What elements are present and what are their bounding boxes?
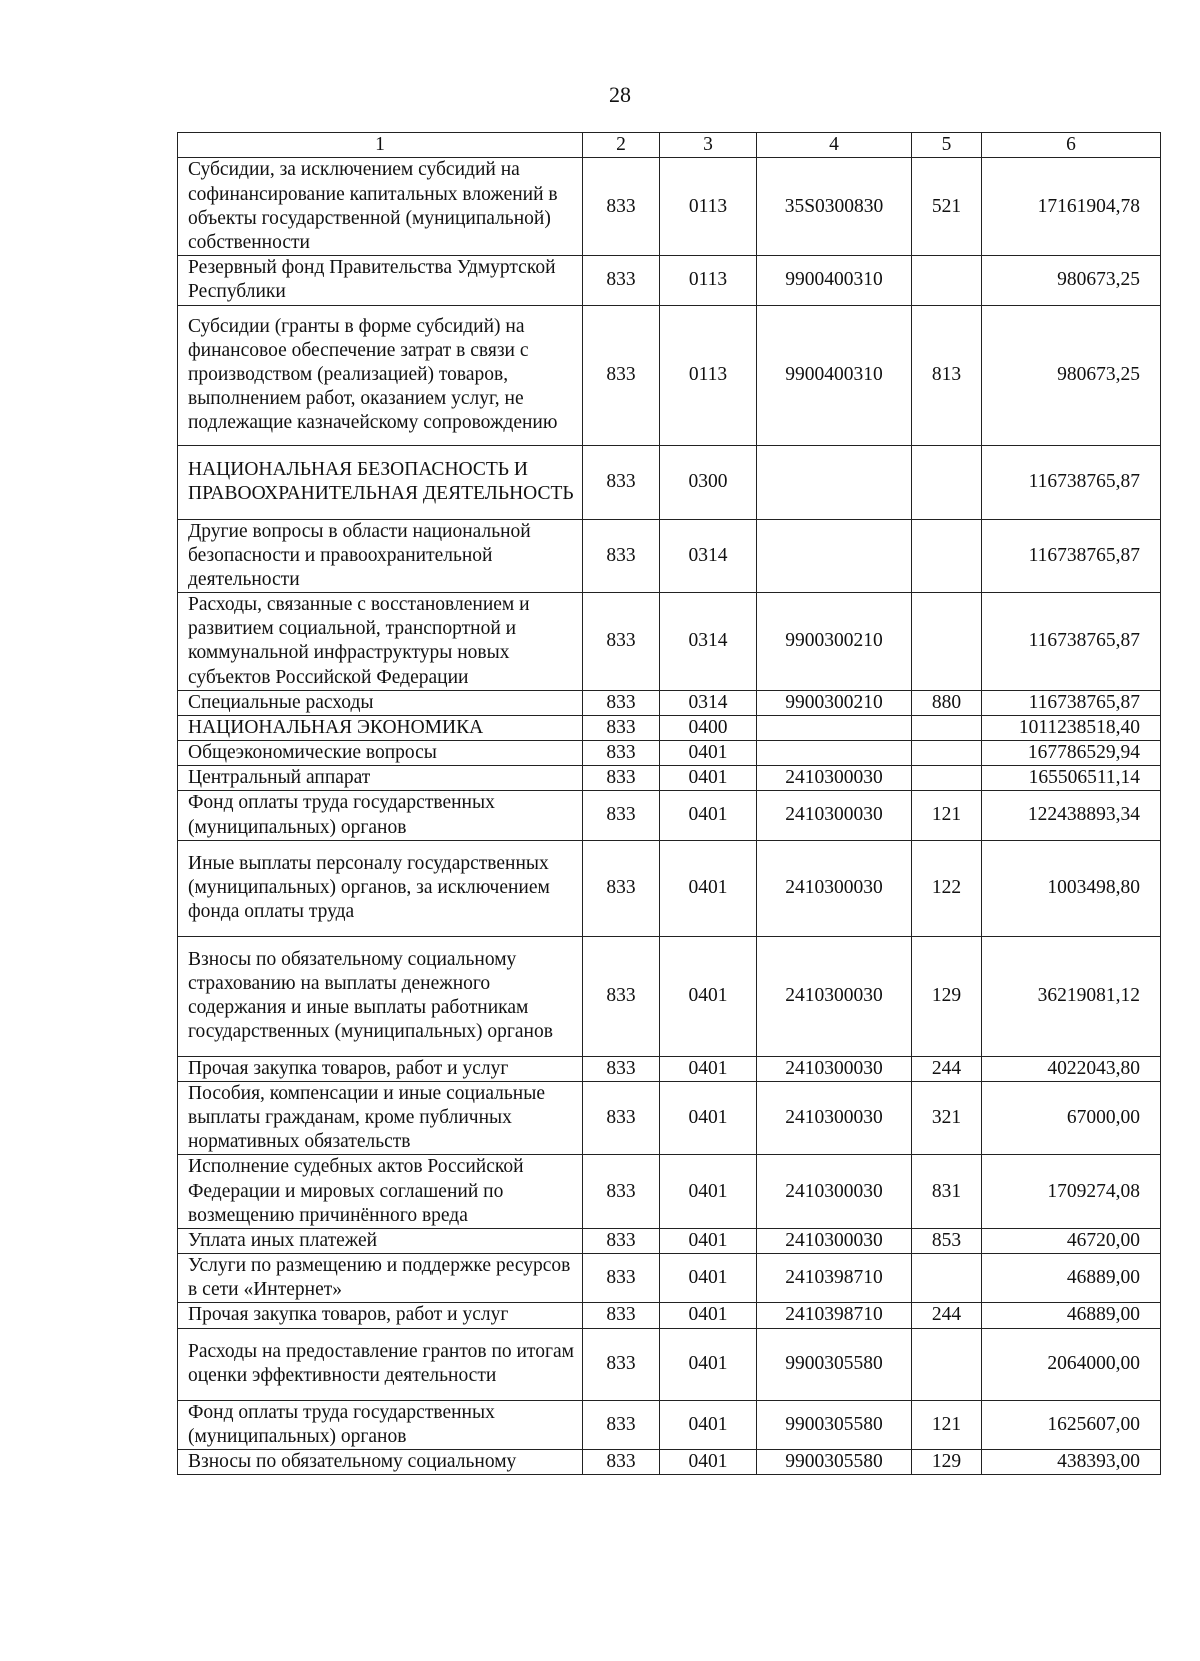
cell-target-code: 9900300210 xyxy=(757,690,912,715)
cell-amount: 122438893,34 xyxy=(982,791,1161,840)
cell-admin-code: 833 xyxy=(583,715,660,740)
cell-amount: 67000,00 xyxy=(982,1081,1161,1155)
cell-target-code: 9900305580 xyxy=(757,1400,912,1449)
cell-expense-type xyxy=(912,519,982,593)
cell-target-code: 2410300030 xyxy=(757,766,912,791)
cell-admin-code: 833 xyxy=(583,445,660,519)
table-row xyxy=(178,1081,1161,1155)
cell-expense-type: 129 xyxy=(912,936,982,1056)
table-row xyxy=(178,936,1161,1056)
table-row xyxy=(178,791,1161,840)
cell-amount: 1709274,08 xyxy=(982,1155,1161,1229)
cell-section-code: 0401 xyxy=(660,1056,757,1081)
cell-name: Центральный аппарат xyxy=(178,766,583,791)
table-row xyxy=(178,1400,1161,1449)
cell-section-code: 0401 xyxy=(660,766,757,791)
cell-expense-type xyxy=(912,741,982,766)
cell-target-code xyxy=(757,519,912,593)
table-row xyxy=(178,1228,1161,1253)
table-row xyxy=(178,1254,1161,1303)
cell-admin-code: 833 xyxy=(583,690,660,715)
cell-section-code: 0300 xyxy=(660,445,757,519)
cell-target-code: 9900400310 xyxy=(757,256,912,305)
cell-expense-type xyxy=(912,1328,982,1400)
cell-name: Взносы по обязательному социальному xyxy=(178,1449,583,1474)
cell-amount: 46720,00 xyxy=(982,1228,1161,1253)
cell-expense-type: 244 xyxy=(912,1303,982,1328)
cell-amount: 980673,25 xyxy=(982,305,1161,445)
cell-target-code xyxy=(757,741,912,766)
table-row xyxy=(178,1056,1161,1081)
cell-target-code: 2410300030 xyxy=(757,840,912,936)
budget-table xyxy=(177,132,1161,1475)
cell-expense-type: 129 xyxy=(912,1449,982,1474)
cell-target-code: 2410300030 xyxy=(757,1155,912,1229)
table-row xyxy=(178,1155,1161,1229)
header-row xyxy=(178,133,1161,158)
cell-section-code: 0400 xyxy=(660,715,757,740)
table-row xyxy=(178,840,1161,936)
cell-amount: 17161904,78 xyxy=(982,158,1161,256)
cell-section-code: 0401 xyxy=(660,936,757,1056)
cell-amount: 116738765,87 xyxy=(982,690,1161,715)
cell-name: Пособия, компенсации и иные социальные выплаты гражданам, кроме публичных нормативных обязательств xyxy=(178,1081,583,1155)
table-row xyxy=(178,519,1161,593)
cell-name: Фонд оплаты труда государственных (муниципальных) органов xyxy=(178,791,583,840)
cell-name: Иные выплаты персоналу государственных (муниципальных) органов, за исключением фонда оплаты труда xyxy=(178,840,583,936)
table-header xyxy=(178,133,1161,158)
cell-amount: 1625607,00 xyxy=(982,1400,1161,1449)
cell-amount: 167786529,94 xyxy=(982,741,1161,766)
table-body xyxy=(178,158,1161,1475)
cell-admin-code: 833 xyxy=(583,158,660,256)
cell-target-code xyxy=(757,715,912,740)
cell-name: Уплата иных платежей xyxy=(178,1228,583,1253)
table-row xyxy=(178,593,1161,691)
cell-amount: 116738765,87 xyxy=(982,519,1161,593)
cell-expense-type: 244 xyxy=(912,1056,982,1081)
cell-target-code: 2410300030 xyxy=(757,791,912,840)
cell-target-code: 2410398710 xyxy=(757,1303,912,1328)
cell-amount: 4022043,80 xyxy=(982,1056,1161,1081)
cell-expense-type: 831 xyxy=(912,1155,982,1229)
cell-section-code: 0401 xyxy=(660,1254,757,1303)
cell-target-code: 9900300210 xyxy=(757,593,912,691)
cell-name: Расходы на предоставление грантов по итогам оценки эффективности деятельности xyxy=(178,1328,583,1400)
cell-admin-code: 833 xyxy=(583,1228,660,1253)
cell-name: Специальные расходы xyxy=(178,690,583,715)
cell-section-code: 0401 xyxy=(660,1400,757,1449)
cell-expense-type xyxy=(912,715,982,740)
cell-amount: 46889,00 xyxy=(982,1303,1161,1328)
table-row xyxy=(178,1303,1161,1328)
cell-expense-type xyxy=(912,1254,982,1303)
cell-admin-code: 833 xyxy=(583,840,660,936)
cell-section-code: 0113 xyxy=(660,305,757,445)
cell-admin-code: 833 xyxy=(583,1155,660,1229)
column-header: 6 xyxy=(982,133,1161,158)
cell-amount: 36219081,12 xyxy=(982,936,1161,1056)
cell-name: Фонд оплаты труда государственных (муниципальных) органов xyxy=(178,1400,583,1449)
table-row xyxy=(178,741,1161,766)
cell-admin-code: 833 xyxy=(583,1400,660,1449)
table-row xyxy=(178,690,1161,715)
cell-target-code: 9900305580 xyxy=(757,1328,912,1400)
table-row xyxy=(178,715,1161,740)
cell-expense-type: 521 xyxy=(912,158,982,256)
cell-admin-code: 833 xyxy=(583,766,660,791)
cell-expense-type: 853 xyxy=(912,1228,982,1253)
cell-name: Резервный фонд Правительства Удмуртской Республики xyxy=(178,256,583,305)
cell-target-code: 35S0300830 xyxy=(757,158,912,256)
cell-section-code: 0401 xyxy=(660,840,757,936)
cell-section-code: 0314 xyxy=(660,519,757,593)
cell-target-code: 2410300030 xyxy=(757,1228,912,1253)
cell-admin-code: 833 xyxy=(583,741,660,766)
cell-target-code: 2410300030 xyxy=(757,936,912,1056)
cell-section-code: 0401 xyxy=(660,1303,757,1328)
cell-section-code: 0113 xyxy=(660,158,757,256)
cell-admin-code: 833 xyxy=(583,519,660,593)
cell-target-code: 2410300030 xyxy=(757,1081,912,1155)
cell-expense-type: 121 xyxy=(912,791,982,840)
cell-section-code: 0401 xyxy=(660,741,757,766)
cell-admin-code: 833 xyxy=(583,1303,660,1328)
cell-expense-type: 813 xyxy=(912,305,982,445)
table-row xyxy=(178,158,1161,256)
cell-name: Расходы, связанные с восстановлением и развитием социальной, транспортной и коммунальной инфраструктуры новых субъектов Российской Федерации xyxy=(178,593,583,691)
cell-name: Общеэкономические вопросы xyxy=(178,741,583,766)
table-row xyxy=(178,766,1161,791)
cell-name: НАЦИОНАЛЬНАЯ ЭКОНОМИКА xyxy=(178,715,583,740)
cell-admin-code: 833 xyxy=(583,791,660,840)
cell-expense-type xyxy=(912,445,982,519)
cell-expense-type: 880 xyxy=(912,690,982,715)
cell-section-code: 0401 xyxy=(660,1228,757,1253)
cell-admin-code: 833 xyxy=(583,1449,660,1474)
cell-admin-code: 833 xyxy=(583,256,660,305)
table-row xyxy=(178,305,1161,445)
column-header: 5 xyxy=(912,133,982,158)
cell-name: Взносы по обязательному социальному страхованию на выплаты денежного содержания и иные выплаты работникам государственных (муниципальных) органов xyxy=(178,936,583,1056)
cell-amount: 46889,00 xyxy=(982,1254,1161,1303)
cell-target-code: 2410398710 xyxy=(757,1254,912,1303)
cell-amount: 1011238518,40 xyxy=(982,715,1161,740)
cell-target-code xyxy=(757,445,912,519)
column-header: 4 xyxy=(757,133,912,158)
cell-admin-code: 833 xyxy=(583,305,660,445)
cell-amount: 980673,25 xyxy=(982,256,1161,305)
cell-section-code: 0401 xyxy=(660,791,757,840)
column-header: 3 xyxy=(660,133,757,158)
cell-expense-type xyxy=(912,256,982,305)
cell-expense-type: 121 xyxy=(912,1400,982,1449)
cell-expense-type xyxy=(912,593,982,691)
cell-name: Прочая закупка товаров, работ и услуг xyxy=(178,1056,583,1081)
cell-name: НАЦИОНАЛЬНАЯ БЕЗОПАСНОСТЬ И ПРАВООХРАНИТЕЛЬНАЯ ДЕЯТЕЛЬНОСТЬ xyxy=(178,445,583,519)
cell-section-code: 0401 xyxy=(660,1328,757,1400)
cell-target-code: 9900400310 xyxy=(757,305,912,445)
column-header: 1 xyxy=(178,133,583,158)
cell-admin-code: 833 xyxy=(583,1254,660,1303)
cell-expense-type xyxy=(912,766,982,791)
cell-expense-type: 122 xyxy=(912,840,982,936)
cell-admin-code: 833 xyxy=(583,593,660,691)
cell-section-code: 0401 xyxy=(660,1155,757,1229)
cell-expense-type: 321 xyxy=(912,1081,982,1155)
cell-amount: 1003498,80 xyxy=(982,840,1161,936)
cell-section-code: 0401 xyxy=(660,1449,757,1474)
cell-name: Исполнение судебных актов Российской Федерации и мировых соглашений по возмещению причинённого вреда xyxy=(178,1155,583,1229)
cell-amount: 438393,00 xyxy=(982,1449,1161,1474)
column-header: 2 xyxy=(583,133,660,158)
cell-amount: 116738765,87 xyxy=(982,445,1161,519)
cell-section-code: 0314 xyxy=(660,593,757,691)
cell-amount: 116738765,87 xyxy=(982,593,1161,691)
cell-section-code: 0113 xyxy=(660,256,757,305)
cell-admin-code: 833 xyxy=(583,1056,660,1081)
table-row xyxy=(178,445,1161,519)
cell-admin-code: 833 xyxy=(583,1328,660,1400)
cell-admin-code: 833 xyxy=(583,1081,660,1155)
cell-amount: 165506511,14 xyxy=(982,766,1161,791)
table-row xyxy=(178,256,1161,305)
cell-name: Субсидии, за исключением субсидий на софинансирование капитальных вложений в объекты государственной (муниципальной) собственности xyxy=(178,158,583,256)
cell-name: Прочая закупка товаров, работ и услуг xyxy=(178,1303,583,1328)
cell-target-code: 2410300030 xyxy=(757,1056,912,1081)
cell-name: Услуги по размещению и поддержке ресурсов в сети «Интернет» xyxy=(178,1254,583,1303)
cell-section-code: 0314 xyxy=(660,690,757,715)
table-row xyxy=(178,1328,1161,1400)
cell-name: Субсидии (гранты в форме субсидий) на финансовое обеспечение затрат в связи с производством (реализацией) товаров, выполнением работ, оказанием услуг, не подлежащие казначейскому сопровождению xyxy=(178,305,583,445)
cell-target-code: 9900305580 xyxy=(757,1449,912,1474)
cell-amount: 2064000,00 xyxy=(982,1328,1161,1400)
cell-section-code: 0401 xyxy=(660,1081,757,1155)
page-number: 28 xyxy=(609,82,631,107)
cell-name: Другие вопросы в области национальной безопасности и правоохранительной деятельности xyxy=(178,519,583,593)
cell-admin-code: 833 xyxy=(583,936,660,1056)
table-row xyxy=(178,1449,1161,1474)
